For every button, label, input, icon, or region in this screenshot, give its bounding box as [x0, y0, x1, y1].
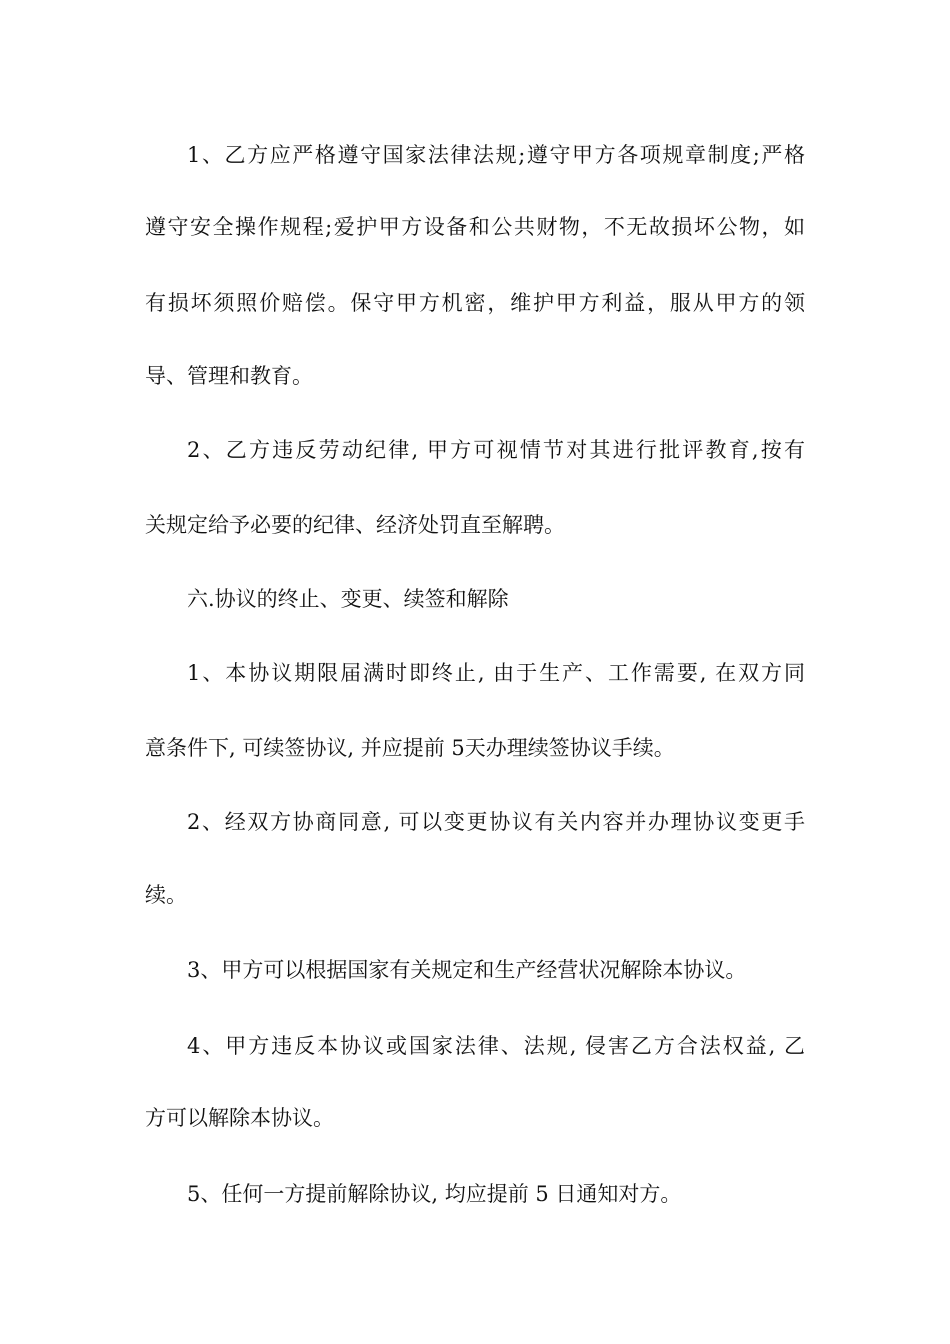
clause-5-2-line-1: 2、乙方违反劳动纪律, 甲方可视情节对其进行批评教育,按有 [187, 438, 805, 462]
clause-6-4-line-1: 4、甲方违反本协议或国家法律、法规, 侵害乙方合法权益, 乙 [187, 1034, 805, 1058]
clause-5-1-line-1: 1、乙方应严格遵守国家法律法规;遵守甲方各项规章制度;严格 [187, 143, 805, 167]
clause-6-2-line-1: 2、经双方协商同意, 可以变更协议有关内容并办理协议变更手 [187, 810, 805, 834]
clause-6-2-line-2: 续。 [145, 883, 187, 907]
clause-5-1-line-2: 遵守安全操作规程;爱护甲方设备和公共财物，不无故损坏公物，如 [145, 215, 805, 239]
clause-5-1-line-4: 导、管理和教育。 [145, 364, 313, 388]
clause-5-2-line-2: 关规定给予必要的纪律、经济处罚直至解聘。 [145, 513, 565, 537]
clause-6-3: 3、甲方可以根据国家有关规定和生产经营状况解除本协议。 [187, 958, 747, 982]
clause-6-1-line-1: 1、本协议期限届满时即终止, 由于生产、工作需要, 在双方同 [187, 661, 805, 685]
clause-6-1-line-2: 意条件下, 可续签协议, 并应提前 5天办理续签协议手续。 [145, 736, 675, 760]
clause-6-4-line-2: 方可以解除本协议。 [145, 1106, 334, 1130]
clause-5-1-line-3: 有损坏须照价赔偿。保守甲方机密，维护甲方利益，服从甲方的领 [145, 291, 805, 315]
clause-6-5: 5、任何一方提前解除协议, 均应提前 5 日通知对方。 [187, 1182, 682, 1206]
section-6-heading: 六.协议的终止、变更、续签和解除 [187, 587, 509, 611]
